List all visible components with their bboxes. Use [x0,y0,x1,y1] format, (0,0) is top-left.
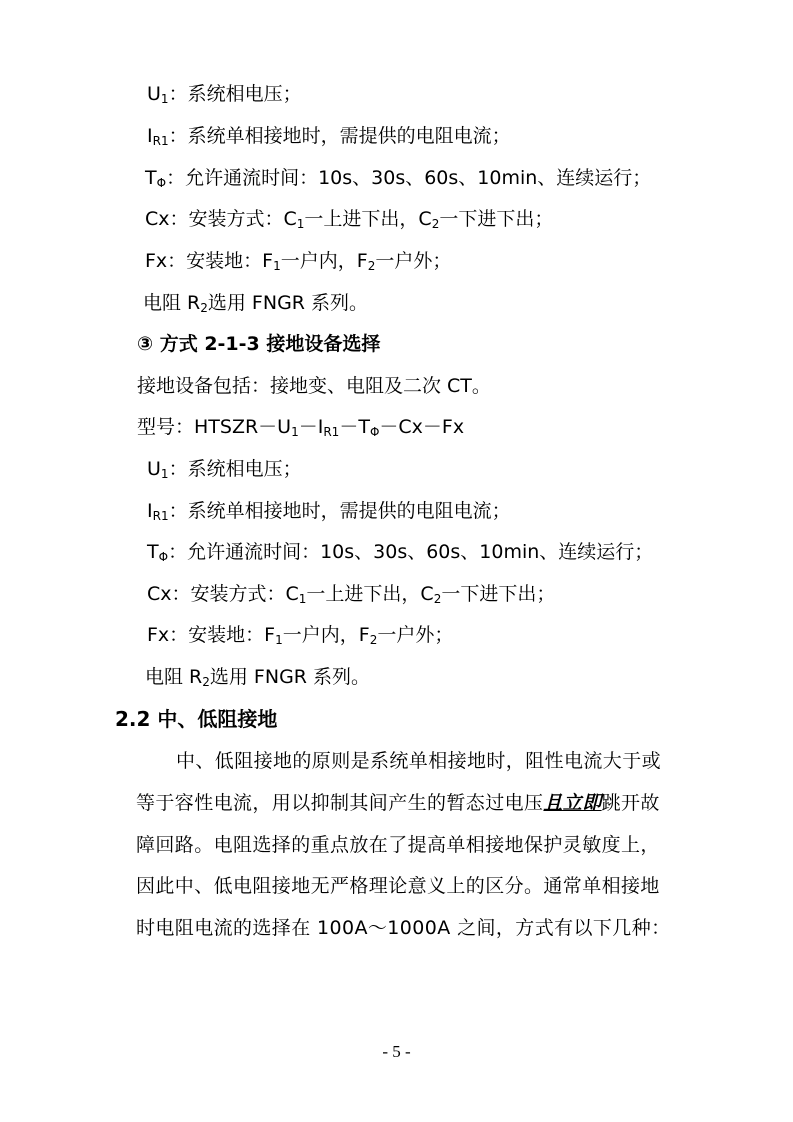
def-u1: $U_1$：系统相电压； [147,83,302,106]
def-ir1-2: $I_{R1}$：系统单相接地时，需提供的电阻电流； [147,500,511,523]
def-fx-2: Fx：安装地：$F_1$一户内，$F_2$一户外； [147,624,454,647]
section-3-title: ③ 方式 2-1-3 接地设备选择 [137,333,381,355]
paragraph-line-3: 障回路。电阻选择的重点放在了提高单相接地保护灵敏度上， [136,834,660,856]
def-cx: Cx：安装方式：$C_1$一上进下出，$C_2$一下进下出； [145,208,554,231]
def-cx-2: Cx：安装方式：$C_1$一上进下出，$C_2$一下进下出； [147,583,556,606]
paragraph-line-5: 时电阻电流的选择在 100A～1000A 之间，方式有以下几种： [136,917,671,939]
def-r2-2: 电阻 $R_2$选用 FNGR 系列。 [145,666,371,689]
page-number: - 5 - [382,1042,411,1061]
emphasis-text: 且立即 [543,792,602,814]
def-ir1: $I_{R1}$：系统单相接地时，需提供的电阻电流； [147,125,511,148]
def-tphi-2: $T_\Phi$：允许通流时间：10s、30s、60s、10min、连续运行； [147,541,654,564]
def-fx: Fx：安装地：$F_1$一户内，$F_2$一户外； [145,250,452,273]
section-2-2-title: 2.2 中、低阻接地 [115,707,278,731]
def-r2: 电阻 $R_2$选用 FNGR 系列。 [143,292,369,315]
paragraph-line-2: 等于容性电流，用以抑制其间产生的暂态过电压且立即跳开故 [136,792,660,814]
def-u1-2: $U_1$：系统相电压； [147,458,302,481]
devices-line: 接地设备包括：接地变、电阻及二次 CT。 [137,375,491,397]
model-line: 型号：$HTSZR-U_1-I_{R1}-T_\Phi-Cx-Fx$ [137,416,465,439]
paragraph-line-4: 因此中、低电阻接地无严格理论意义上的区分。通常单相接地 [136,875,660,897]
def-tphi: $T_\Phi$：允许通流时间：10s、30s、60s、10min、连续运行； [145,167,652,190]
paragraph-line-1: 中、低阻接地的原则是系统单相接地时，阻性电流大于或 [176,750,662,772]
